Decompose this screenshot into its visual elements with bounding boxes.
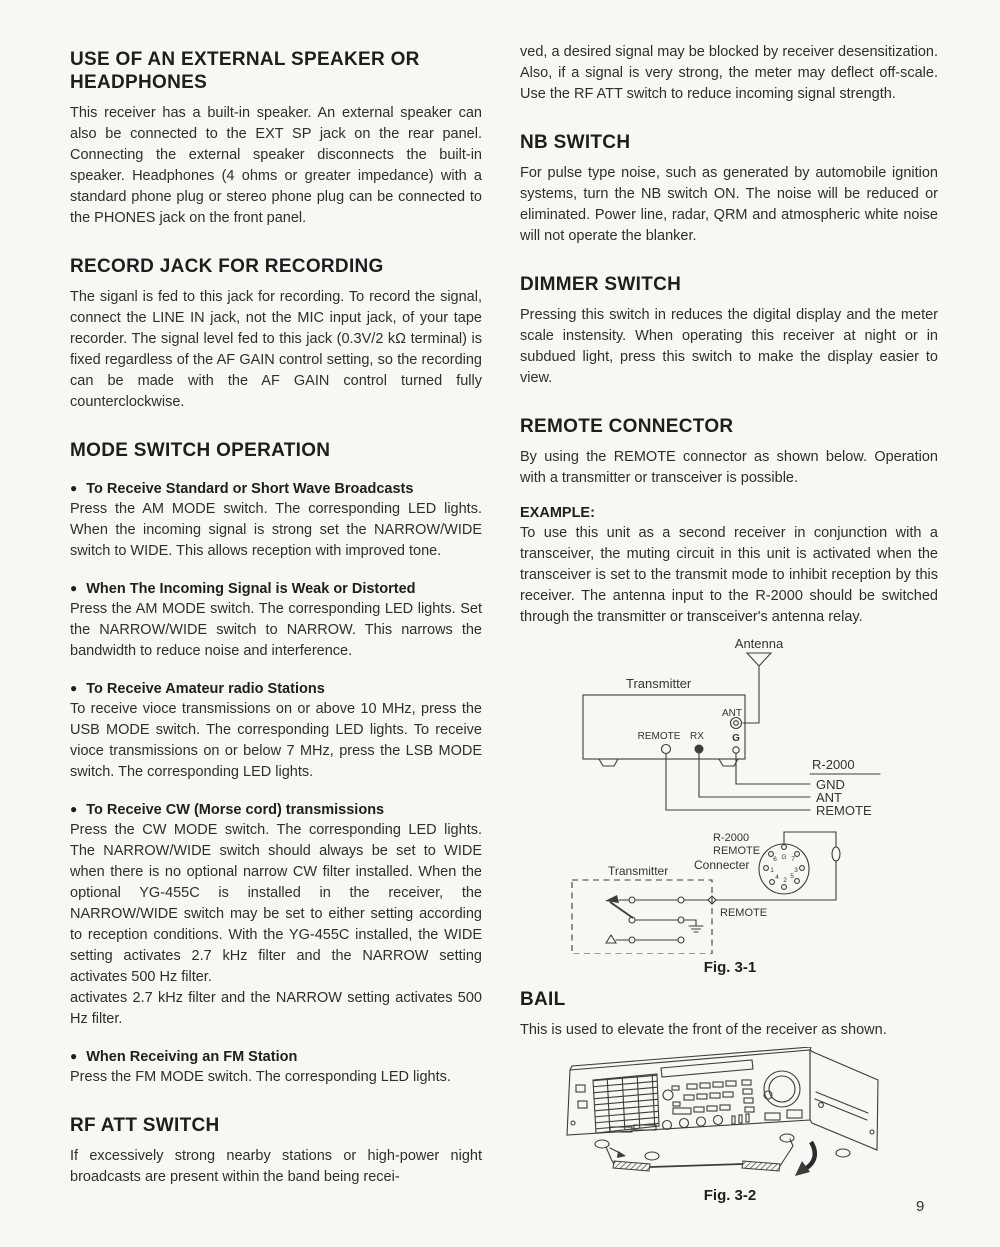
section-external-speaker [70,48,482,229]
mode-subsection-amateur [70,681,482,783]
page-number: 9 [916,1198,925,1215]
rx-jack-icon [695,745,704,754]
remote-jack-label: REMOTE [637,731,681,742]
connector-title-connecter: Connecter [694,858,750,872]
ant-jack-icon [731,718,742,729]
transmitter-label: Transmitter [626,676,692,691]
rotate-arrow-icon [795,1142,815,1176]
section-remote-connector [520,415,938,628]
remote-label: REMOTE [816,803,872,818]
left-column [70,48,482,1188]
subsection-title-text: To Receive CW (Morse cord) transmissions [86,802,385,818]
pin-label-g: G [781,854,787,861]
section-heading: RECORD JACK FOR RECORDING [70,256,384,277]
section-body: This receiver has a built-in speaker. An external speaker can also be connected to the EXT SP jack on the rear panel. Connecting the external speaker disconnects the built-in speaker. Headphones (4 ohms or greater impedance) with a standard phone plug or stereo phone plug can be connected to the PHONES jack on the front panel. [70,105,482,226]
subsection-body-extra: activates 2.7 kHz filter and the NARROW setting activates 500 Hz filter. [70,990,482,1027]
section-bail [520,988,938,1041]
pin-label-7: 7 [791,856,795,863]
pin-label-5: 5 [790,873,794,880]
figure-caption: Fig. 3-1 [703,959,757,976]
subsection-body: Press the AM MODE switch. The corresponding LED lights. When the incoming signal is strong set the NARROW/WIDE switch to WIDE. This allows reception with improved tone. [70,501,482,559]
antenna-label: Antenna [734,636,784,651]
section-body: This is used to elevate the front of the receiver as shown. [520,1022,887,1038]
section-heading: BAIL [520,989,566,1010]
pin-label-6: 6 [773,856,777,863]
subsection-title-text: To Receive Amateur radio Stations [86,681,325,697]
subsection-body: Press the CW MODE switch. The corresponding LED lights. The NARROW/WIDE switch should always be set to WIDE when there is no optional narrow CW filter installed. When the optional YG-455C is installed in the receiver, the NARROW/WIDE switch may be set to either setting according to reception conditions. With the YG-455C installed, the WIDE setting activates 2.7 kHz filter and the NARROW setting activates 500 Hz filter. [70,822,482,985]
section-heading: NB SWITCH [520,132,631,153]
section-body: By using the REMOTE connector as shown below. Operation with a transmitter or transceiver is possible. [520,449,938,486]
subsection-body: To receive vioce transmissions on or above 10 MHz, press the USB MODE switch. The corresponding LED lights. To receive vioce transmissions on or below 7 MHz, press the LSB MODE switch. The corresponding LED lights. [70,701,482,780]
r2000-label: R-2000 [812,757,855,772]
rf-att-continuation: ved, a desired signal may be blocked by receiver desensitization. Also, if a signal is very strong, the meter may deflect off-scale. Use the RF ATT switch to reduce incoming signal strength. [520,44,938,102]
connection-wires [666,753,810,810]
section-heading: REMOTE CONNECTOR [520,416,734,437]
subsection-title [70,581,482,597]
section-body: The siganl is fed to this jack for recording. To record the signal, connect the LINE IN jack, not the MIC input jack, of your tape recorder. The signal level fed to this jack (0.3V/2 kΩ terminal) is fixed regardless of the AF GAIN control setting, so the recording can be made with the AF GAIN control turned fully counterclockwise. [70,289,482,410]
gnd-label: GND [816,777,845,792]
ant-label: ANT [816,790,842,805]
mode-subsection-am-broadcast [70,481,482,562]
subsection-body: Press the AM MODE switch. The corresponding LED lights. Set the NARROW/WIDE switch to NARROW. This narrows the bandwidth to reduce noise and interference. [70,601,482,659]
figure-caption: Fig. 3-2 [703,1187,757,1204]
mode-subsection-cw [70,802,482,1030]
subsection-title-text: To Receive Standard or Short Wave Broadcasts [86,481,414,497]
figure-3-1 [520,632,938,976]
bullet-icon: ● [70,1049,78,1063]
section-body: Pressing this switch in reduces the digital display and the meter scale instensity. When operating this receiver at night or in subdued light, press this switch to make the display easier to view. [520,307,938,386]
rx-jack-label: RX [690,731,704,742]
subsection-body: Press the FM MODE switch. The corresponding LED lights. [70,1069,451,1085]
g-jack-label: G [732,733,740,744]
bullet-icon: ● [70,802,78,816]
right-column [520,42,938,1204]
connector-title-r2000: R-2000 [713,832,750,844]
pin-label-1: 1 [770,867,774,874]
section-mode-switch [70,439,482,1088]
pin-label-2: 2 [783,877,787,884]
subsection-title [70,802,482,818]
remote-jack-icon [662,745,671,754]
bullet-icon: ● [70,481,78,495]
section-dimmer-switch [520,273,938,389]
relay-circuit [572,880,716,954]
section-body: For pulse type noise, such as generated by automobile ignition systems, turn the NB switch ON. The noise will be reduced or eliminated. Power line, radar, QRM and atmospheric white noise will not operate the blanker. [520,165,938,244]
section-heading: USE OF AN EXTERNAL SPEAKER OR HEADPHONES [70,49,420,93]
antenna-icon [743,653,771,723]
mode-subsection-fm [70,1049,482,1088]
pin-label-4: 4 [775,874,779,881]
din-connector-icon [759,844,809,894]
section-record-jack [70,255,482,413]
bail-wire [606,1139,793,1171]
figure-3-2 [560,1047,938,1204]
transmitter2-label: Transmitter [608,864,669,878]
connector-title-remote: REMOTE [713,845,761,857]
ant-jack-label: ANT [722,708,742,719]
g-jack-icon [733,747,739,753]
bullet-icon: ● [70,581,78,595]
section-rf-att [70,1114,482,1188]
remote-wire-label: REMOTE [720,907,768,919]
section-heading: MODE SWITCH OPERATION [70,440,331,461]
remote-connection-diagram [520,632,940,954]
pin-label-3: 3 [794,867,798,874]
example-body: To use this unit as a second receiver in conjunction with a transceiver, the muting circuit in this unit is activated when the transceiver is set to the transmit mode to inhibit reception by this receiver. The antenna input to the R-2000 should be switched through the transmitter or transceiver's antenna relay. [520,525,938,625]
subsection-title-text: When The Incoming Signal is Weak or Distorted [86,581,416,597]
section-body: If excessively strong nearby stations or high-power night broadcasts are present within the band being recei- [70,1148,482,1185]
receiver-bail-illustration [560,1047,900,1182]
example-label: EXAMPLE: [520,505,595,521]
section-heading: RF ATT SWITCH [70,1115,220,1136]
subsection-title [70,681,482,697]
speaker-grille [590,1070,663,1135]
front-panel-controls [571,1060,802,1130]
section-nb-switch [520,131,938,247]
section-heading: DIMMER SWITCH [520,274,682,295]
mode-subsection-weak-signal [70,581,482,662]
subsection-title [70,481,482,497]
bullet-icon: ● [70,681,78,695]
subsection-title-text: When Receiving an FM Station [86,1049,298,1065]
subsection-title [70,1049,482,1065]
